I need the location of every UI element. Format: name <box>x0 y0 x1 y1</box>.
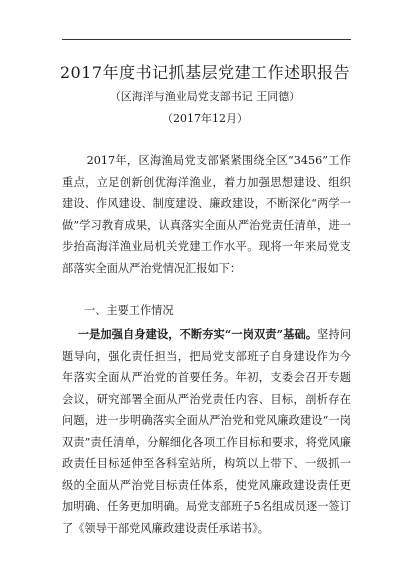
section-heading: 一、主要工作情况 <box>84 304 174 317</box>
header-rule <box>62 39 351 40</box>
paragraph-intro <box>62 150 351 279</box>
document-date: （2017年12月） <box>162 112 248 125</box>
paragraph-section1 <box>62 324 351 539</box>
paragraph-intro-text: 2017年，区海渔局党支部紧紧围绕全区“3456”工作重点，立足创新创优海洋渔业，着力加强思想建设、组织建设、作风建设、制度建设、廉政建设，不断深化“两学一做”学习教育成果，认真落实全面从严治党责任清单，进一步抬高海洋渔业局机关党建工作水平。现将一年来局党支部落实全面从严治党情况汇报如下： <box>62 154 351 275</box>
paragraph-lead: 一是加强自身建设，不断夯实“一岗双责”基础。 <box>77 327 318 341</box>
paragraph-body: 坚持问题导向，强化责任担当，把局党支部班子自身建设作为今年落实全面从严治党的首要任务。年初，支委会召开专题会议，研究部署全面从严治党责任内容、目标，剖析存在问题，进一步明确落实全面从严治党和党风廉政建设“一岗双责”责任清单，分解细化各项工作目标和要求，将党风廉政责任目标延伸至各科室站所，构筑以上带下、一级抓一级的全面从严治党目标责任体系，使党风廉政建设责任更加明确、任务更加明确。局党支部班子5名组成员逐一签订了《领导干部党风廉政建设责任承诺书》。 <box>62 328 351 535</box>
document-subtitle: （区海洋与渔业局党支部书记 王同德） <box>109 90 301 103</box>
document-title: 2017年度书记抓基层党建工作述职报告 <box>59 63 351 82</box>
